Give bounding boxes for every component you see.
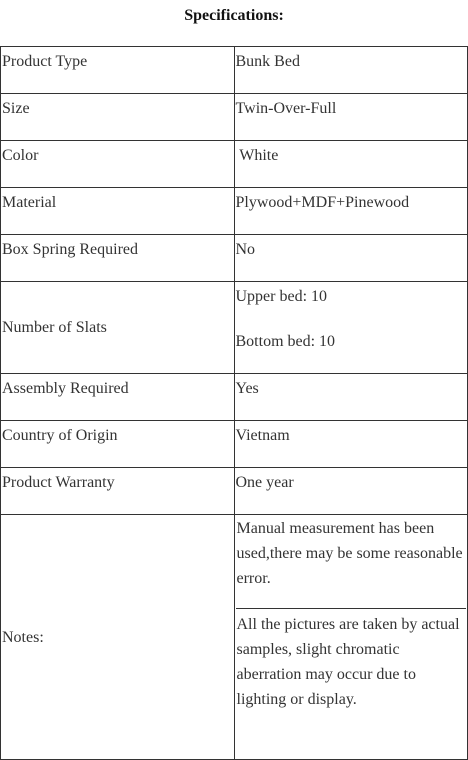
- slats-upper: Upper bed: 10: [235, 288, 328, 305]
- spec-value-slats: [234, 282, 468, 374]
- table-row: [1, 141, 468, 188]
- table-row: [1, 188, 468, 235]
- spec-label-slats: Number of Slats: [1, 282, 235, 374]
- table-row: [1, 468, 468, 515]
- table-row: [1, 235, 468, 282]
- table-row: [1, 282, 468, 374]
- note-pictures: All the pictures are taken by actual samples, slight chromatic aberration may occur due to lighting or display.: [236, 616, 460, 708]
- spec-label-color: Color: [1, 141, 235, 188]
- spec-label-assembly: Assembly Required: [1, 374, 235, 421]
- table-row: [1, 421, 468, 468]
- table-row: [1, 515, 468, 760]
- spec-value-assembly: Yes: [234, 374, 468, 421]
- spec-value-size: Twin-Over-Full: [234, 94, 468, 141]
- slats-bottom: Bottom bed: 10: [235, 333, 336, 350]
- spec-value-box-spring: No: [234, 235, 468, 282]
- spec-value-color: White: [234, 141, 468, 188]
- spec-label-origin: Country of Origin: [1, 421, 235, 468]
- spec-label-warranty: Product Warranty: [1, 468, 235, 515]
- spec-label-product-type: Product Type: [1, 47, 235, 94]
- table-row: [1, 47, 468, 94]
- spec-label-size: Size: [1, 94, 235, 141]
- table-row: [1, 374, 468, 421]
- spec-value-material: Plywood+MDF+Pinewood: [234, 188, 468, 235]
- spec-label-notes: Notes:: [1, 515, 235, 760]
- spec-label-box-spring: Box Spring Required: [1, 235, 235, 282]
- note-measurement: Manual measurement has been used,there may be some reasonable error.: [236, 515, 467, 609]
- spec-value-warranty: One year: [234, 468, 468, 515]
- spec-value-origin: Vietnam: [234, 421, 468, 468]
- spec-label-material: Material: [1, 188, 235, 235]
- spec-value-notes: [234, 515, 468, 760]
- table-title: Specifications:: [1, 1, 468, 47]
- table-title-row: [1, 1, 468, 47]
- spec-value-product-type: Bunk Bed: [234, 47, 468, 94]
- table-row: [1, 94, 468, 141]
